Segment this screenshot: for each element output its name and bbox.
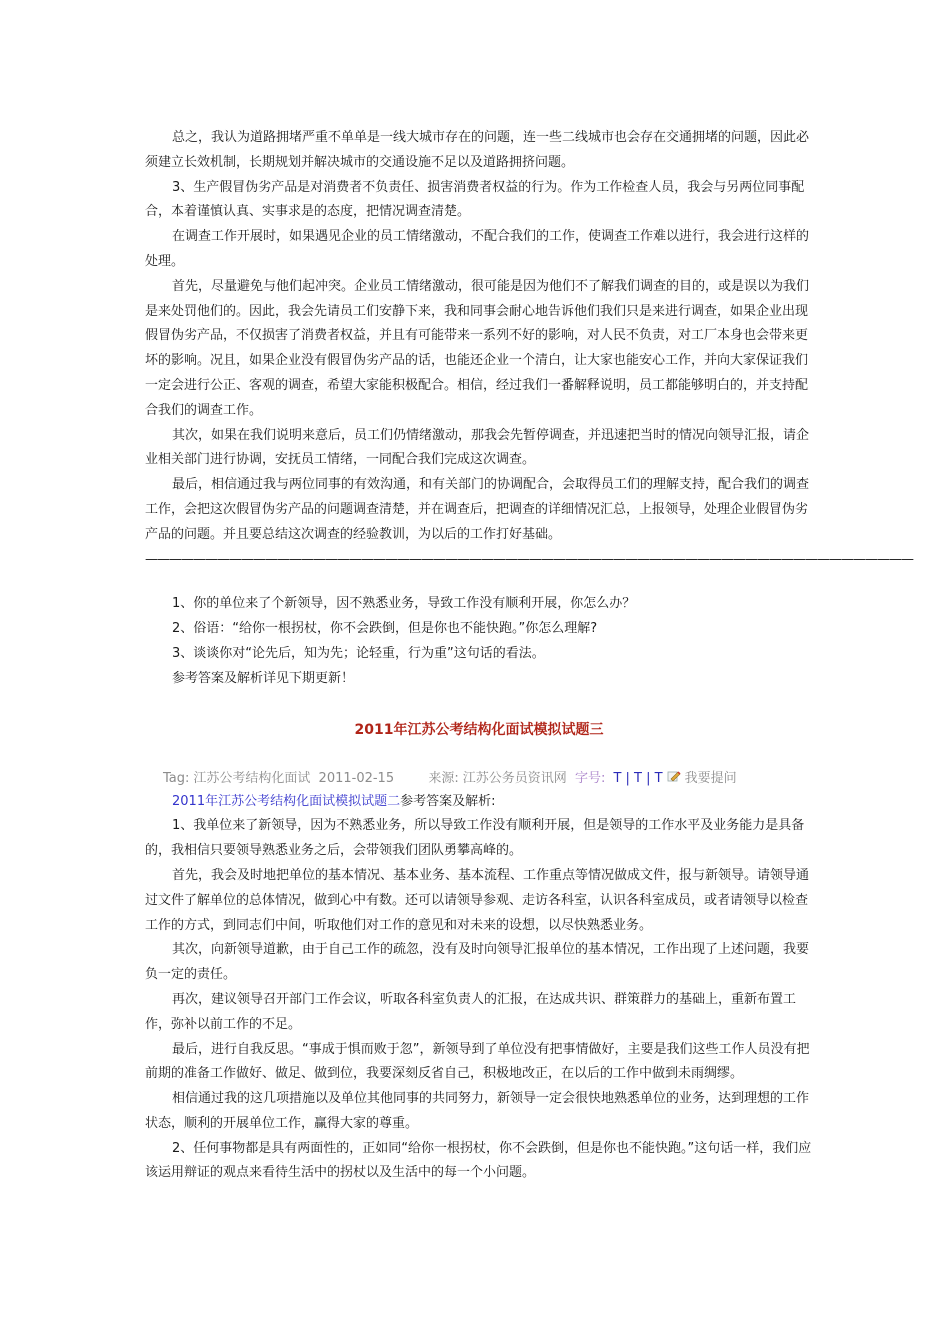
paragraph: 首先，尽量避免与他们起冲突。企业员工情绪激动，很可能是因为他们不了解我们调查的目的，或是误以为我们是来处罚他们的。因此，我会先请员工们安静下来，我和同事会耐心地告诉他们我们只是来进行调查，如果企业出现假冒伪劣产品，不仅损害了消费者权益，并且有可能带来一系列不好的影响，对人民不负责，对工厂本身也会带来更坏的影响。况且，如果企业没有假冒伪劣产品的话，也能还企业一个清白，让大家也能安心工作，并向大家保证我们一定会进行公正、客观的调查，希望大家能积极配合。相信，经过我们一番解释说明，员工都能够明白的，并支持配合我们的调查工作。 [145, 278, 810, 418]
question-item: 3、谈谈你对“论先后，知为先；论轻重，行为重”这句话的看法。 [172, 645, 545, 661]
paragraph: 首先，我会及时地把单位的基本情况、基本业务、基本流程、工作重点等情况做成文件，报与新领导。请领导通过文件了解单位的总体情况，做到心中有数。还可以请领导参观、走访各科室，认识各科室成员，或者请领导以检查工作的方式，到同志们中间，听取他们对工作的意见和对未来的设想，以尽快熟悉业务。 [145, 867, 810, 933]
font-size-options[interactable]: T | T | T [613, 770, 663, 786]
source-name: 江苏公务员资讯网 [462, 770, 567, 786]
paragraph: 总之，我认为道路拥堵严重不单单是一线大城市存在的问题，连一些二线城市也会存在交通拥堵的问题，因此必须建立长效机制，长期规划并解决城市的交通设施不足以及道路拥挤问题。 [145, 130, 810, 170]
source-label: 来源: [428, 770, 459, 786]
tag-link[interactable]: 江苏公考结构化面试 [193, 770, 311, 786]
article-title: 2011年江苏公考结构化面试模拟试题三 [354, 721, 604, 738]
intro-text: 参考答案及解析: [400, 793, 496, 809]
ask-question-link[interactable]: 我要提问 [684, 770, 737, 786]
separator-line: ———————————————————————————————————————————————————————————————— [145, 551, 913, 567]
paragraph: 最后，进行自我反思。“事成于惧而败于忽”，新领导到了单位没有把事情做好，主要是我们这些工作人员没有把前期的准备工作做好、做足、做到位，我要深刻反省自己，积极地改正，在以后的工作中做到未雨绸缪。 [145, 1041, 810, 1082]
paragraph: 1、我单位来了新领导，因为不熟悉业务，所以导致工作没有顺利开展，但是领导的工作水平及业务能力是具备的，我相信只要领导熟悉业务之后，会带领我们团队勇攀高峰的。 [145, 818, 805, 859]
paragraph: 再次，建议领导召开部门工作会议，听取各科室负责人的汇报，在达成共识、群策群力的基础上，重新布置工作，弥补以前工作的不足。 [145, 991, 797, 1032]
tag-label: Tag: [163, 770, 190, 786]
paragraph: 其次，向新领导道歉，由于自己工作的疏忽，没有及时向领导汇报单位的基本情况，工作出现了上述问题，我要负一定的责任。 [145, 942, 810, 983]
paragraph: 3、生产假冒伪劣产品是对消费者不负责任、损害消费者权益的行为。作为工作检查人员，我会与另两位同事配合，本着谨慎认真、实事求是的态度，把情况调查清楚。 [145, 179, 805, 220]
question-item: 1、你的单位来了个新领导，因不熟悉业务，导致工作没有顺利开展，你怎么办？ [172, 596, 636, 612]
paragraph: 其次，如果在我们说明来意后，员工们仍情绪激动，那我会先暂停调查，并迅速把当时的情况向领导汇报，请企业相关部门进行协调，安抚员工情绪，一同配合我们完成这次调查。 [145, 427, 810, 468]
question-item: 2、俗语：“给你一根拐杖，你不会跌倒，但是你也不能快跑。”你怎么理解? [172, 621, 598, 637]
article-meta [145, 768, 813, 790]
paragraph: 2、任何事物都是具有两面性的，正如同“给你一根拐杖，你不会跌倒，但是你也不能快跑。”这句话一样，我们应该运用辩证的观点来看待生活中的拐杖以及生活中的每一个小问题。 [145, 1140, 812, 1181]
previous-article-link[interactable]: 2011年江苏公考结构化面试模拟试题二 [172, 793, 401, 809]
publish-date: 2011-02-15 [318, 770, 395, 786]
update-notice: 参考答案及解析详见下期更新！ [172, 670, 355, 686]
pencil-icon [667, 769, 681, 783]
paragraph: 相信通过我的这几项措施以及单位其他同事的共同努力，新领导一定会很快地熟悉单位的业务，达到理想的工作状态，顺利的开展单位工作，赢得大家的尊重。 [145, 1091, 810, 1131]
paragraph: 最后，相信通过我与两位同事的有效沟通，和有关部门的协调配合，会取得员工们的理解支持，配合我们的调查工作，会把这次假冒伪劣产品的问题调查清楚，并在调查后，把调查的详细情况汇总，上报领导，处理企业假冒伪劣产品的问题。并且要总结这次调查的经验教训，为以后的工作打好基础。 [145, 477, 810, 542]
font-size-label: 字号: [574, 770, 606, 786]
document-page [145, 126, 913, 1186]
paragraph: 在调查工作开展时，如果遇见企业的员工情绪激动，不配合我们的工作，使调查工作难以进行，我会进行这样的处理。 [145, 229, 810, 269]
article-intro [145, 790, 813, 815]
